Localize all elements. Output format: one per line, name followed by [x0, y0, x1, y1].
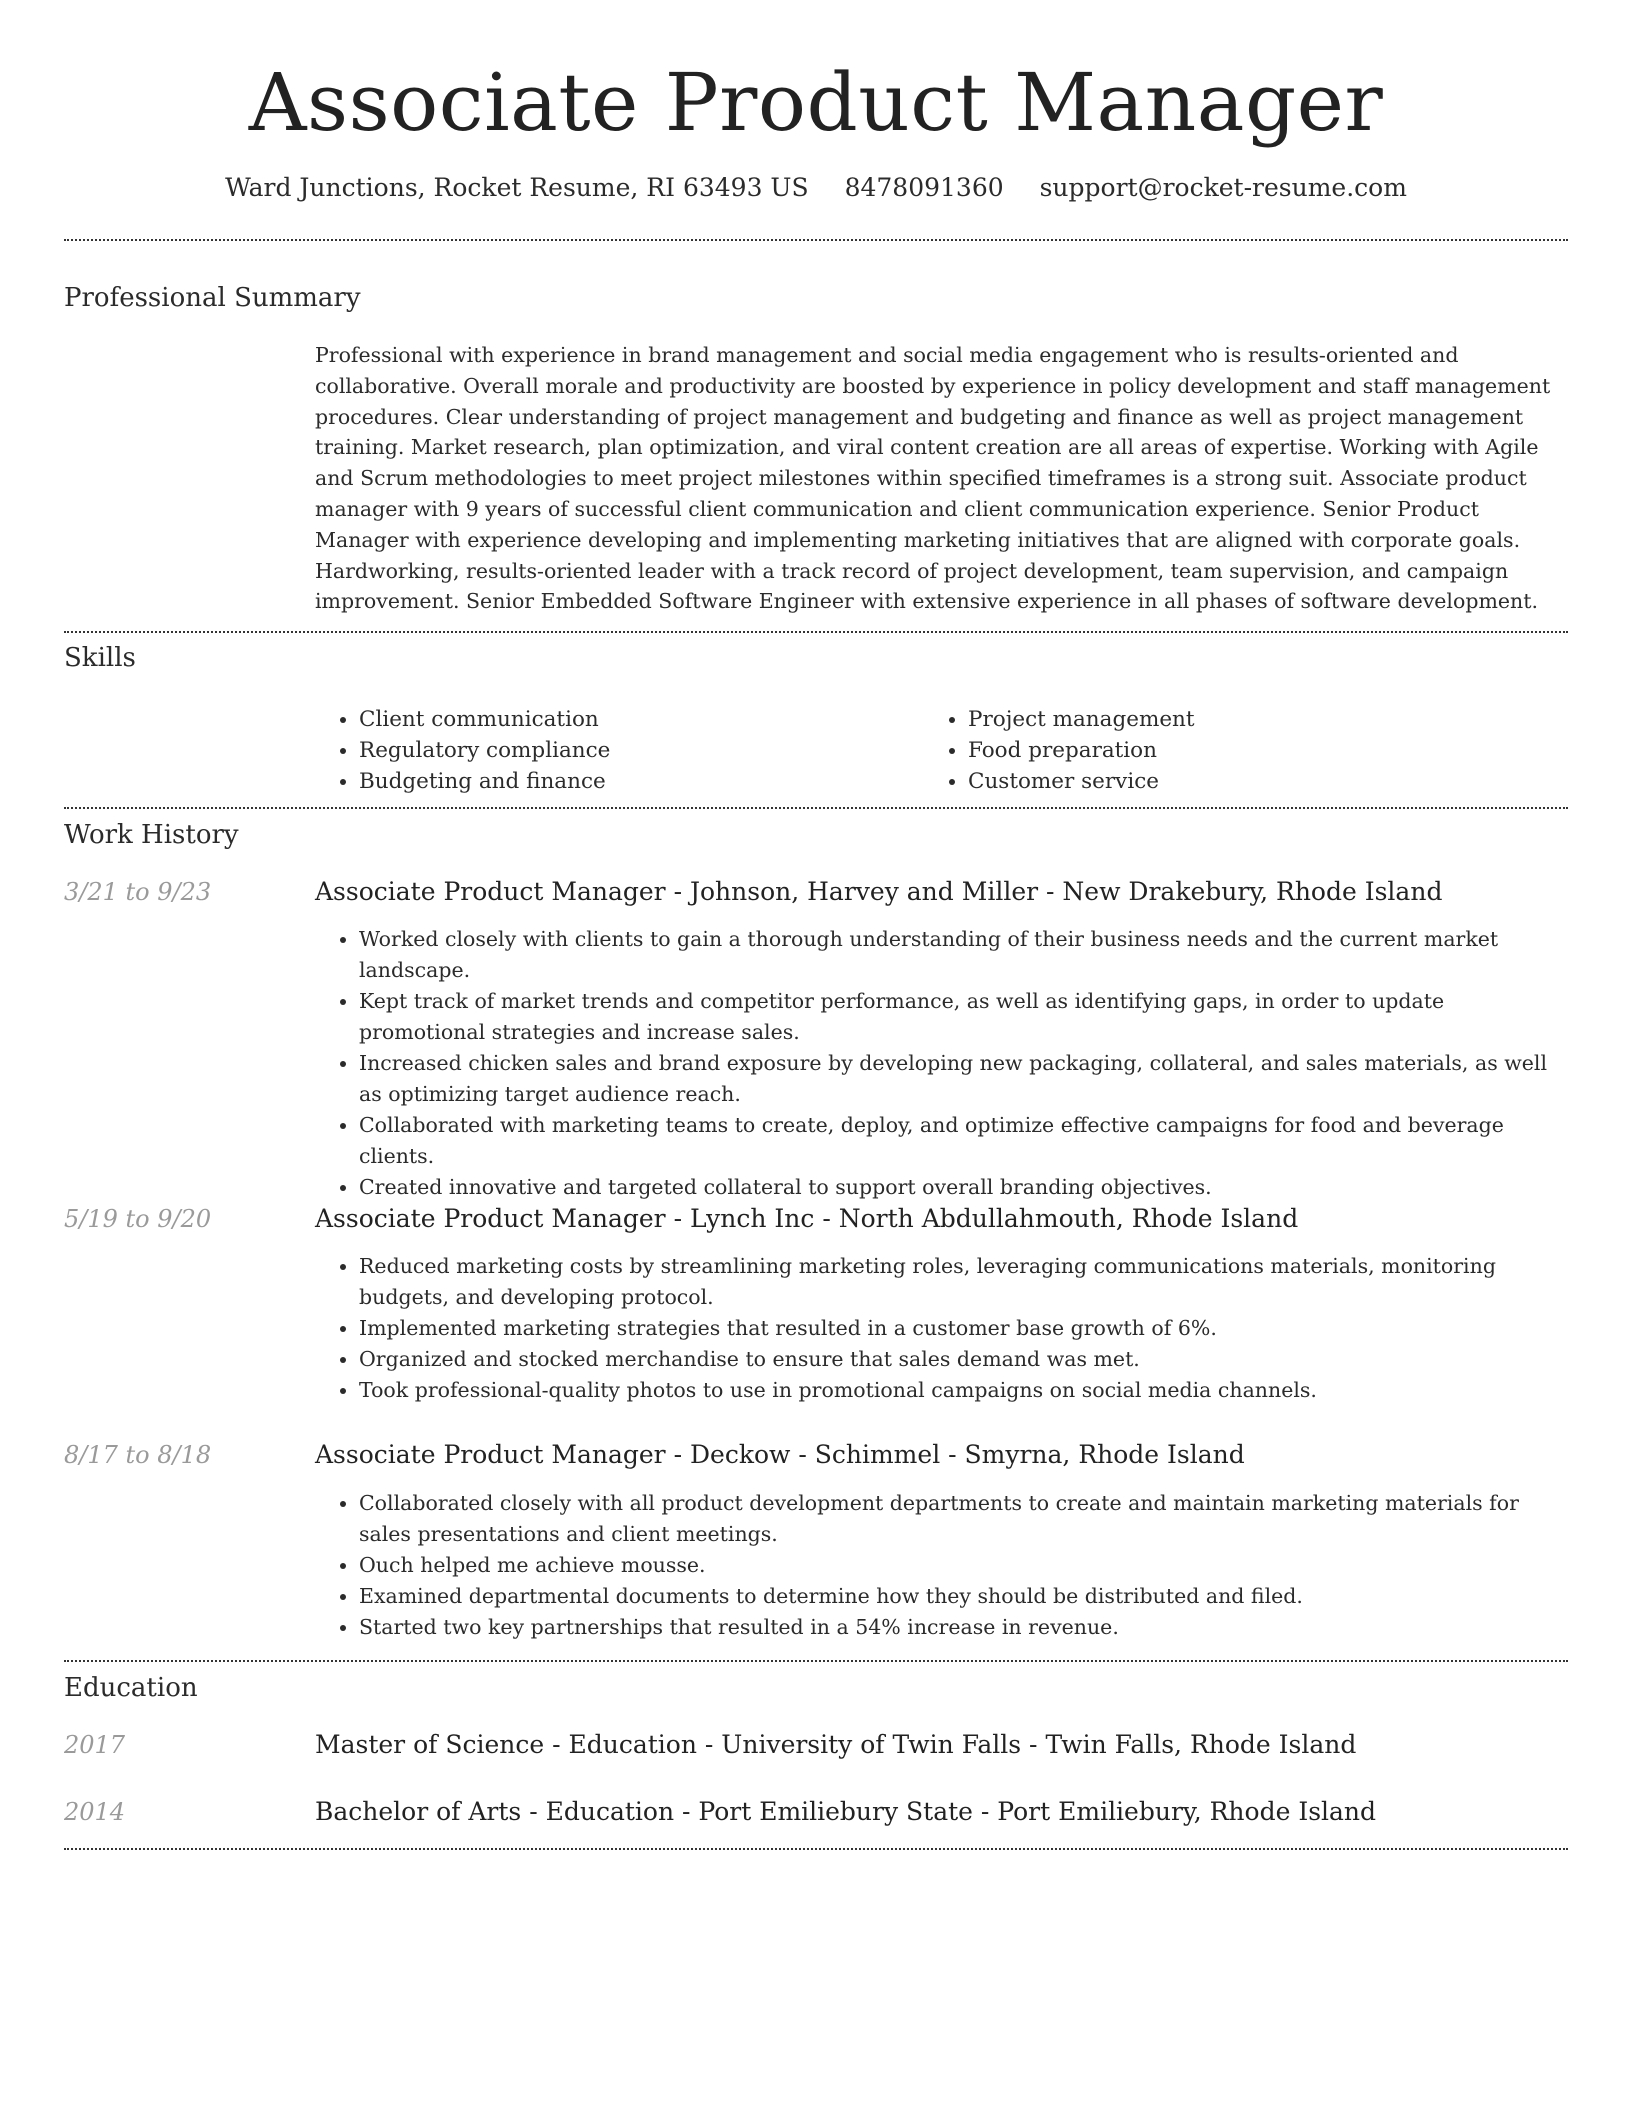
skills-list-right — [924, 704, 1195, 797]
job-bullet: • Collaborated closely with all product development departments to create and maintain marketing materials for sales presentations and client meetings. — [359, 1488, 1565, 1550]
skill-item: • Project management — [968, 704, 1195, 735]
education-year: 2017 — [64, 1731, 126, 1759]
resume-title: Associate Product Manager — [248, 56, 1384, 149]
skills-list-left — [315, 704, 610, 797]
job-bullet: • Implemented marketing strategies that resulted in a customer base growth of 6%. — [359, 1313, 1565, 1344]
section-title-work: Work History — [64, 820, 239, 850]
job-bullet: • Created innovative and targeted collateral to support overall branding objectives. — [359, 1172, 1565, 1203]
divider — [64, 631, 1568, 633]
contact-phone: 8478091360 — [844, 173, 1004, 202]
skill-item: • Budgeting and finance — [359, 766, 610, 797]
contact-line — [0, 168, 1632, 208]
job-dates: 5/19 to 9/20 — [64, 1205, 212, 1233]
job-bullet: • Collaborated with marketing teams to create, deploy, and optimize effective campaigns for food and beverage clients. — [359, 1110, 1565, 1172]
divider — [64, 807, 1568, 809]
job-bullets — [315, 924, 1565, 1203]
job-bullets — [315, 1251, 1565, 1406]
job-bullet: • Worked closely with clients to gain a thorough understanding of their business needs and the current market landscape. — [359, 924, 1565, 986]
skill-item: • Regulatory compliance — [359, 735, 610, 766]
contact-address: Ward Junctions, Rocket Resume, RI 63493 US — [225, 173, 809, 202]
job-bullet: • Ouch helped me achieve mousse. — [359, 1550, 1565, 1581]
job-bullet: • Started two key partnerships that resulted in a 54% increase in revenue. — [359, 1612, 1565, 1643]
job-bullet: • Increased chicken sales and brand exposure by developing new packaging, collateral, and sales materials, as well as optimizing target audience reach. — [359, 1048, 1565, 1110]
education-year: 2014 — [64, 1798, 126, 1826]
divider — [64, 239, 1568, 241]
education-degree: Bachelor of Arts - Education - Port Emiliebury State - Port Emiliebury, Rhode Island — [315, 1797, 1377, 1826]
skill-item: • Customer service — [968, 766, 1195, 797]
divider — [64, 1848, 1568, 1850]
skill-item: • Food preparation — [968, 735, 1195, 766]
job-bullet: • Kept track of market trends and competitor performance, as well as identifying gaps, in order to update promotional strategies and increase sales. — [359, 986, 1565, 1048]
education-degree: Master of Science - Education - University of Twin Falls - Twin Falls, Rhode Island — [315, 1730, 1357, 1759]
skill-item: • Client communication — [359, 704, 610, 735]
job-title: Associate Product Manager - Lynch Inc - North Abdullahmouth, Rhode Island — [315, 1204, 1299, 1233]
section-title-skills: Skills — [64, 643, 136, 673]
job-title: Associate Product Manager - Johnson, Harvey and Miller - New Drakebury, Rhode Island — [315, 877, 1443, 906]
summary-text: Professional with experience in brand management and social media engagement who is results-oriented and collaborative. Overall morale and productivity are boosted by experience in policy development and staff management procedures. Clear understanding of project management and budgeting and finance as well as project management training. Market research, plan optimization, and viral content creation are all areas of expertise. Working with Agile and Scrum methodologies to meet project milestones within specified timeframes is a strong suit. Associate product manager with 9 years of successful client communication and client communication experience. Senior Product Manager with experience developing and implementing marketing initiatives that are aligned with corporate goals. Hardworking, results-oriented leader with a track record of project development, team supervision, and campaign improvement. Senior Embedded Software Engineer with extensive experience in all phases of software development. — [315, 343, 1551, 614]
section-title-summary: Professional Summary — [64, 283, 361, 313]
section-title-education: Education — [64, 1673, 198, 1703]
job-bullets — [315, 1488, 1565, 1643]
job-bullet: • Organized and stocked merchandise to ensure that sales demand was met. — [359, 1344, 1565, 1375]
job-title: Associate Product Manager - Deckow - Schimmel - Smyrna, Rhode Island — [315, 1440, 1245, 1469]
job-bullet: • Reduced marketing costs by streamlining marketing roles, leveraging communications materials, monitoring budgets, and developing protocol. — [359, 1251, 1565, 1313]
contact-email: support@rocket-resume.com — [1039, 173, 1407, 202]
job-dates: 3/21 to 9/23 — [64, 878, 212, 906]
job-dates: 8/17 to 8/18 — [64, 1441, 212, 1469]
job-bullet: • Took professional-quality photos to use in promotional campaigns on social media channels. — [359, 1375, 1565, 1406]
job-bullet: • Examined departmental documents to determine how they should be distributed and filed. — [359, 1581, 1565, 1612]
divider — [64, 1660, 1568, 1662]
